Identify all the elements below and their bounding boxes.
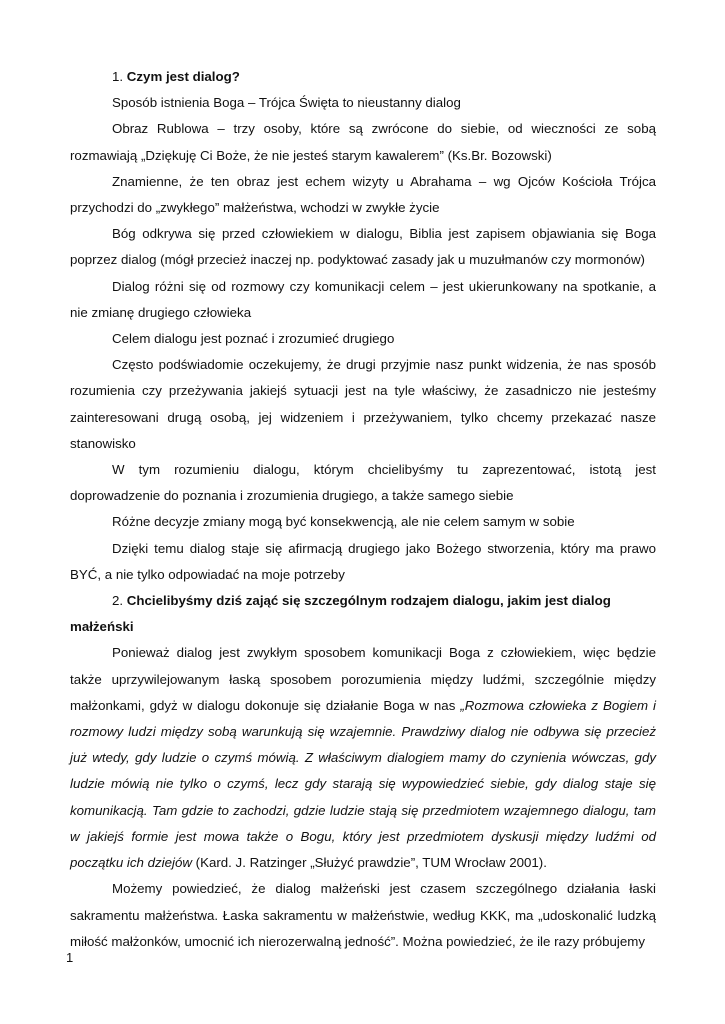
heading-2-number: 2. (112, 593, 127, 609)
quote-paragraph (70, 640, 656, 876)
paragraph-5: Dialog różni się od rozmowy czy komunikacji celem – jest ukierunkowany na spotkanie, a nie zmianę drugiego człowieka (70, 278, 656, 320)
heading-2 (70, 588, 656, 640)
ratzinger-quote: „Rozmowa człowieka z Bogiem i rozmowy ludzi między sobą warunkują się wzajemnie. Prawdziwy dialog nie odbywa się przecież już wtedy, gdy ludzie o czymś mówią. Z właściwym dialogiem mamy do czynienia wówczas, gdy ludzie mówią nie tylko o czymś, lecz gdy starają się wypowiedzieć siebie, gdy dialog staje się komunikacją. Tam gdzie to zachodzi, gdzie ludzie stają się przedmiotem wzajemnego dialogu, tam w jakiejś formie jest mowa także o Bogu, który jest przedmiotem dyskusji między ludźmi od początku ich dziejów (70, 697, 657, 871)
heading-1 (70, 64, 656, 90)
paragraph-3: Znamienne, że ten obraz jest echem wizyty u Abrahama – wg Ojców Kościoła Trójca przychodzi do „zwykłego” małżeństwa, wchodzi w zwykłe życie (70, 173, 656, 216)
paragraph-2: Obraz Rublowa – trzy osoby, które są zwrócone do siebie, od wieczności ze sobą rozmawiają „Dziękuję Ci Boże, że nie jesteś starym kawalerem” (Ks.Br. Bozowski) (70, 121, 656, 163)
paragraph-7: Często podświadomie oczekujemy, że drugi przyjmie nasz punkt widzenia, że nas sposób rozumienia czy przeżywania jakiejś sytuacji jest na tyle właściwy, że zasadniczo nie jesteśmy zainteresowani drugą osobą, jej widzeniem i przeżywaniem, tylko chcemy przekazać nasze stanowisko (70, 357, 656, 451)
paragraph-8: W tym rozumieniu dialogu, którym chcielibyśmy tu zaprezentować, istotą jest doprowadzenie do poznania i zrozumienia drugiego, a także samego siebie (70, 462, 656, 504)
paragraph-6: Celem dialogu jest poznać i zrozumieć drugiego (112, 331, 395, 347)
paragraph-4: Bóg odkrywa się przed człowiekiem w dialogu, Biblia jest zapisem objawiania się Boga poprzez dialog (mógł przecież inaczej np. podyktować zasady jak u muzułmanów czy mormonów) (70, 226, 656, 268)
quote-intro: Ponieważ dialog jest zwykłym sposobem komunikacji Boga z człowiekiem, więc będzie także uprzywilejowanym łaską sposobem porozumienia między ludźmi, szczególnie między małżonkami, gdyż w dialogu dokonuje się działanie Boga w nas (70, 645, 656, 713)
page-number: 1 (66, 950, 74, 965)
heading-1-number: 1. (112, 69, 127, 84)
quote-source: (Kard. J. Ratzinger „Służyć prawdzie”, TUM Wrocław 2001). (191, 855, 547, 871)
heading-2-text: Chcielibyśmy dziś zająć się szczególnym rodzajem dialogu, jakim jest dialog małżeński (70, 593, 611, 635)
paragraph-last: Możemy powiedzieć, że dialog małżeński jest czasem szczególnego działania łaski sakramentu małżeństwa. Łaska sakramentu w małżeństwie, według KKK, ma „udoskonalić ludzką miłość małżonków, umocnić ich nierozerwalną jedność”. Można powiedzieć, że ile razy próbujemy (70, 881, 656, 949)
document-page (70, 64, 656, 955)
paragraph-9: Różne decyzje zmiany mogą być konsekwencją, ale nie celem samym w sobie (112, 514, 575, 530)
paragraph-10: Dzięki temu dialog staje się afirmacją drugiego jako Bożego stworzenia, który ma prawo BYĆ, a nie tylko odpowiadać na moje potrzeby (70, 540, 656, 582)
paragraph-1: Sposób istnienia Boga – Trójca Święta to nieustanny dialog (112, 95, 461, 111)
heading-1-text: Czym jest dialog? (126, 69, 240, 84)
